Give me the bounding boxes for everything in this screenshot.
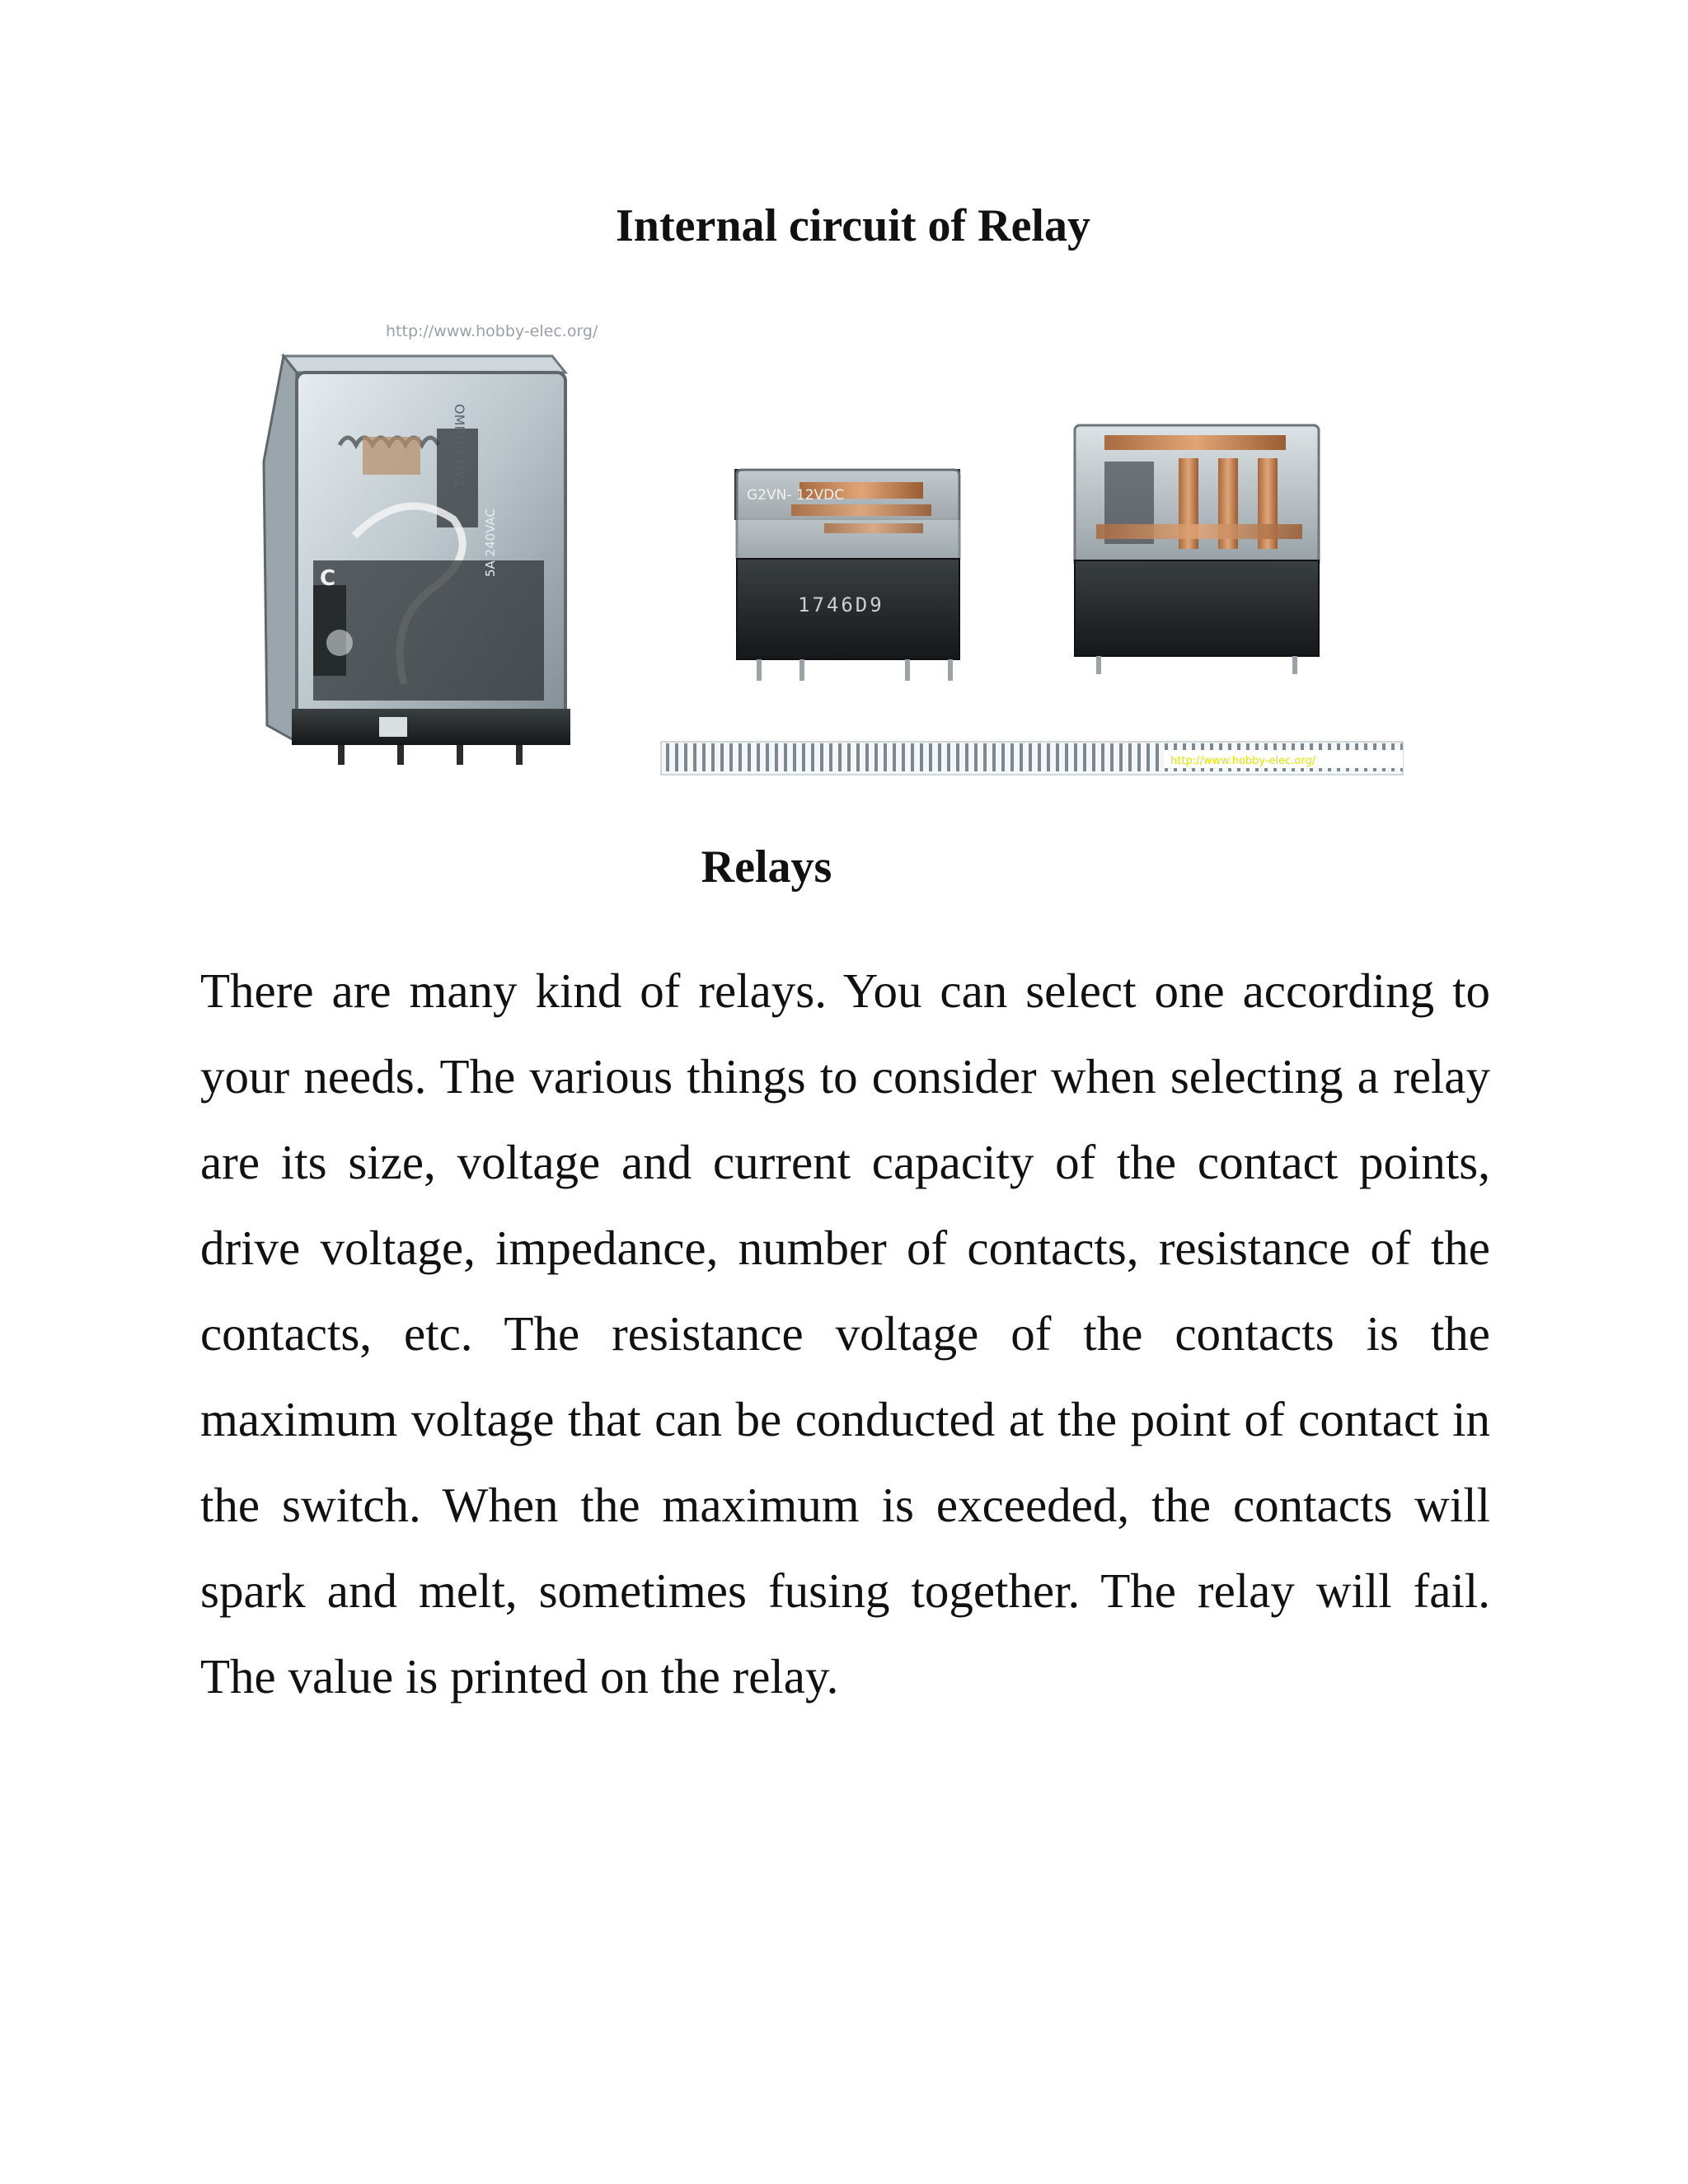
large-relay-brand: OMRON MY2 <box>452 404 467 487</box>
small-relay-code: 1746D9 <box>798 593 884 616</box>
relay-photo <box>247 313 1418 783</box>
scale-ruler <box>661 742 1403 775</box>
body-paragraph: There are many kind of relays. You can select one according to your needs. The various things to consider when selecting a relay are its size, voltage and current capacity of the contact points, drive voltage, impedance, number of contacts, resistance of the contacts, etc. The resistance voltage of the contacts is the maximum voltage that can be conducted at the point of contact in the switch. When the maximum is exceeded, the contacts will spark and melt, sometimes fusing together. The relay will fail. The value is printed on the relay. <box>200 963 1490 1704</box>
photo-watermark: http://www.hobby-elec.org/ <box>386 322 598 340</box>
ruler-watermark: http://www.hobby-elec.org/ <box>1170 755 1316 767</box>
large-relay-side-label: C <box>320 566 336 591</box>
large-relay-image <box>264 356 570 765</box>
page-title: Internal circuit of Relay <box>616 200 1090 251</box>
small-relay-image <box>735 470 959 681</box>
medium-relay-image <box>1075 425 1319 674</box>
figure-caption: Relays <box>701 841 832 893</box>
small-relay-label: G2VN- 12VDC <box>747 487 845 504</box>
large-relay-rating: 5A 240VAC <box>483 509 498 577</box>
